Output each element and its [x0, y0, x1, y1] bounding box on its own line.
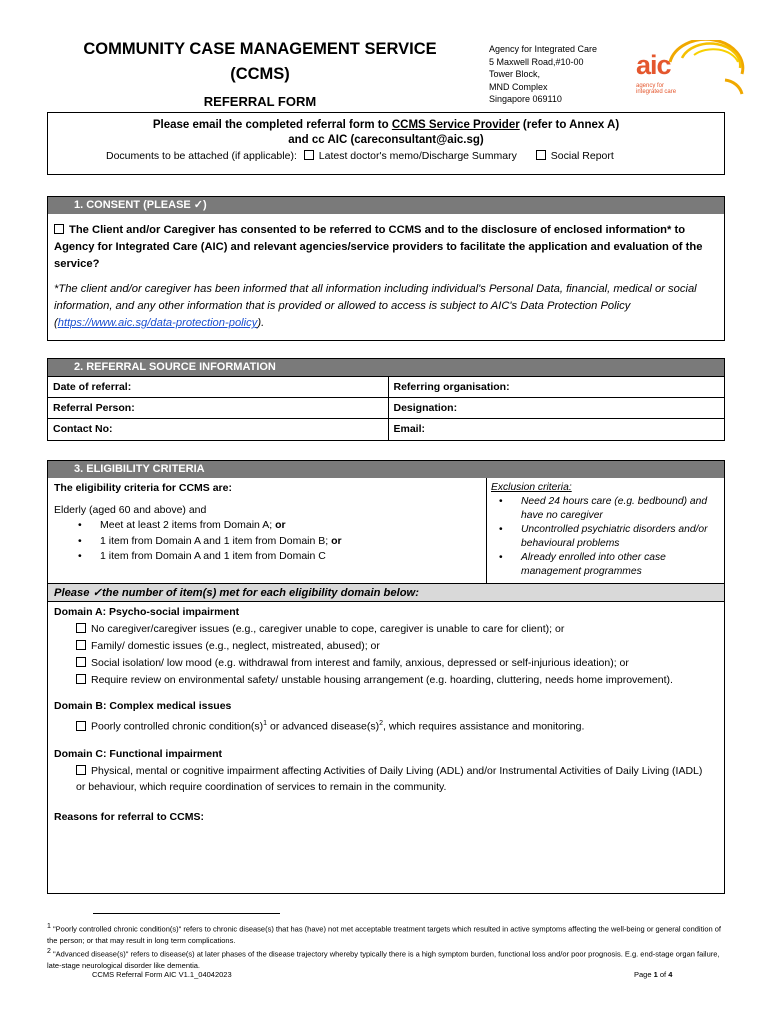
instruction-line-2: and cc AIC (careconsultant@aic.sg): [288, 134, 484, 146]
aic-address: [489, 43, 597, 106]
consent-section: [47, 196, 725, 341]
criterion-item: [54, 518, 480, 534]
criterion-text: 1 item from Domain A and 1 item from Domain B;: [100, 534, 332, 547]
domain-a-item: [54, 672, 718, 688]
domain-a-checkbox[interactable]: [76, 640, 86, 650]
data-protection-policy-link[interactable]: https://www.aic.sg/data-protection-policy: [57, 317, 258, 329]
domain-a-item-label: Social isolation/ low mood (e.g. withdrawal from interest and family, anxious, depressed or self-injurious ideation); or: [91, 657, 629, 669]
page-number: [634, 970, 672, 979]
consent-note: [48, 273, 724, 332]
table-row: [48, 419, 724, 440]
title-line-2: (CCMS): [230, 65, 290, 83]
document-id: CCMS Referral Form AIC V1.1_04042023: [92, 970, 232, 979]
domain-a-title: Domain A: Psycho-social impairment: [54, 606, 240, 618]
domain-b-item-label: Poorly controlled chronic condition(s): [91, 720, 264, 733]
footnote-number: 2: [47, 948, 51, 955]
referral-person-field[interactable]: Referral Person:: [48, 398, 388, 419]
exclusion-criteria: [487, 478, 724, 583]
contact-no-field[interactable]: Contact No:: [48, 419, 388, 440]
table-row: [48, 377, 724, 398]
address-line: Singapore 069110: [489, 94, 562, 104]
domain-a-checkbox[interactable]: [76, 657, 86, 667]
eligibility-heading: 3. ELIGIBILITY CRITERIA: [48, 461, 724, 478]
instruction-line-1: [48, 119, 724, 131]
address-line: Agency for Integrated Care: [489, 44, 598, 54]
ccms-provider-link[interactable]: CCMS Service Provider: [391, 119, 520, 131]
elderly-criterion: Elderly (aged 60 and above) and: [54, 503, 207, 516]
footnote-text: "Poorly controlled chronic condition(s)" refers to chronic disease(s) that has (have) not met acceptable treatment targets which resulted in active symptoms affecting the well-being or general condition of the person; or that may result in long term complications.: [47, 924, 722, 945]
referring-organisation-field[interactable]: Referring organisation:: [388, 377, 724, 398]
domain-a-item-label: Family/ domestic issues (e.g., neglect, mistreated, abused); or: [91, 640, 380, 652]
eligibility-section: [47, 460, 725, 894]
domain-a-item-label: No caregiver/caregiver issues (e.g., caregiver unable to cope, caregiver is unable to care for client); or: [91, 623, 565, 635]
date-of-referral-field[interactable]: Date of referral:: [48, 377, 388, 398]
email-field[interactable]: Email:: [388, 419, 724, 440]
total-pages: 4: [668, 970, 673, 979]
domain-a-checkbox[interactable]: [76, 623, 86, 633]
address-line: 5 Maxwell Road,#10-00: [489, 56, 584, 67]
logo-tagline-line: integrated care: [636, 89, 677, 95]
logo-tagline: [636, 83, 676, 95]
consent-statement: The Client and/or Caregiver has consented to be referred to CCMS and to the disclosure of enclosed information* to Agency for Integrated Care (AIC) and relevant agencies/service providers to facilitate the application and evaluation of the service?: [54, 224, 703, 270]
table-row: [48, 398, 724, 419]
domain-instruction: Please ✓the number of item(s) met for each eligibility domain below:: [48, 584, 724, 602]
footnote-1: [47, 921, 725, 946]
domain-a-item: [54, 638, 718, 655]
criteria-row: [48, 478, 724, 584]
domain-a-checkbox[interactable]: [76, 674, 86, 684]
logo-tagline-line: agency for: [636, 83, 665, 89]
exclusion-title: Exclusion criteria:: [491, 482, 572, 493]
social-report-checkbox[interactable]: [536, 150, 546, 160]
form-subtitle: REFERRAL FORM: [203, 94, 317, 109]
footnote-ref: 2: [379, 720, 384, 727]
domain-b-item-label: , which requires assistance and monitoring.: [383, 720, 585, 733]
consent-heading: 1. CONSENT (PLEASE ✓): [48, 197, 724, 214]
criterion-or: or: [331, 534, 342, 547]
criterion-item: [54, 549, 480, 565]
doctors-memo-label: Latest doctor's memo/Discharge Summary: [318, 150, 517, 162]
criterion-text: 1 item from Domain A and 1 item from Domain C: [100, 550, 326, 562]
form-title: [60, 38, 460, 85]
footnote-2: [47, 946, 725, 971]
page-label: of: [657, 970, 669, 979]
footnote-separator: [93, 913, 280, 914]
address-line: MND Complex: [489, 81, 548, 92]
exclusion-item: • Need 24 hours care (e.g. bedbound) and have no caregiver: [491, 495, 720, 523]
consent-checkbox[interactable]: [54, 224, 64, 234]
domain-a-item: [54, 621, 718, 638]
referral-source-heading: 2. REFERRAL SOURCE INFORMATION: [48, 359, 724, 376]
domain-b-item: [54, 715, 718, 736]
criterion-text: Meet at least 2 items from Domain A;: [100, 519, 276, 531]
footnote-text: "Advanced disease(s)" refers to disease(s) at later phases of the disease trajectory whereby typically there is a high symptom burden, functional loss and/or poor prognosis. E.g. end-stage organ failure, late-stage neurological disorder like dementia.: [47, 949, 720, 970]
title-line-1: COMMUNITY CASE MANAGEMENT SERVICE: [83, 40, 437, 58]
reasons-input-area[interactable]: [54, 826, 718, 886]
domain-b-title: Domain B: Complex medical issues: [54, 700, 232, 712]
exclusion-item: • Uncontrolled psychiatric disorders and/or behavioural problems: [491, 523, 720, 551]
inclusion-criteria: [48, 478, 487, 583]
referral-source-section: [47, 358, 725, 441]
doctors-memo-checkbox[interactable]: [304, 150, 314, 160]
instruction-text: (refer to Annex A): [519, 119, 620, 131]
domain-a-item: [54, 655, 718, 672]
domain-b-item-label: or advanced disease(s): [267, 720, 380, 733]
domain-c-item-label: Physical, mental or cognitive impairment affecting Activities of Daily Living (ADL) and/or Instrumental Activities of Daily Living (IADL) or behaviour, which require coordination of services to remain in the community.: [76, 764, 703, 793]
exclusion-item: • Already enrolled into other case management programmes: [491, 551, 720, 579]
reasons-label: Reasons for referral to CCMS:: [54, 810, 204, 823]
consent-statement-row: [48, 214, 724, 273]
designation-field[interactable]: Designation:: [388, 398, 724, 419]
logo-text: aic: [636, 50, 671, 80]
domain-c-item: [54, 763, 718, 795]
criterion-or: or: [275, 519, 286, 531]
consent-note-text: ).: [257, 317, 265, 329]
domain-b-checkbox[interactable]: [76, 721, 86, 731]
page-label: Page: [634, 970, 654, 979]
criteria-intro: The eligibility criteria for CCMS are:: [54, 482, 232, 494]
instruction-text: Please email the completed referral form to: [152, 119, 392, 131]
consent-note-text: *The client and/or caregiver has been informed that all information including individual's Personal Data, financial, medical or social information, and any other information that is provided or allowed to access is subject to AIC's Data Protection Policy (: [54, 283, 697, 329]
address-line: Tower Block,: [489, 69, 541, 79]
social-report-label: Social Report: [550, 150, 614, 162]
footnote-ref: 1: [263, 720, 268, 727]
aic-logo: [630, 40, 748, 100]
documents-row: [48, 150, 724, 162]
domain-c-checkbox[interactable]: [76, 765, 86, 775]
documents-label: Documents to be attached (if applicable):: [106, 150, 297, 162]
criterion-item: [54, 534, 480, 550]
domains: [48, 602, 724, 888]
referral-source-table: [48, 376, 724, 440]
current-page: 1: [653, 970, 658, 979]
instructions-box: [47, 112, 725, 175]
domain-a-item-label: Require review on environmental safety/ unstable housing arrangement (e.g. hoarding, cluttering, needs home improvement).: [91, 674, 673, 686]
domain-c-title: Domain C: Functional impairment: [54, 747, 223, 760]
footnote-number: 1: [47, 923, 51, 930]
